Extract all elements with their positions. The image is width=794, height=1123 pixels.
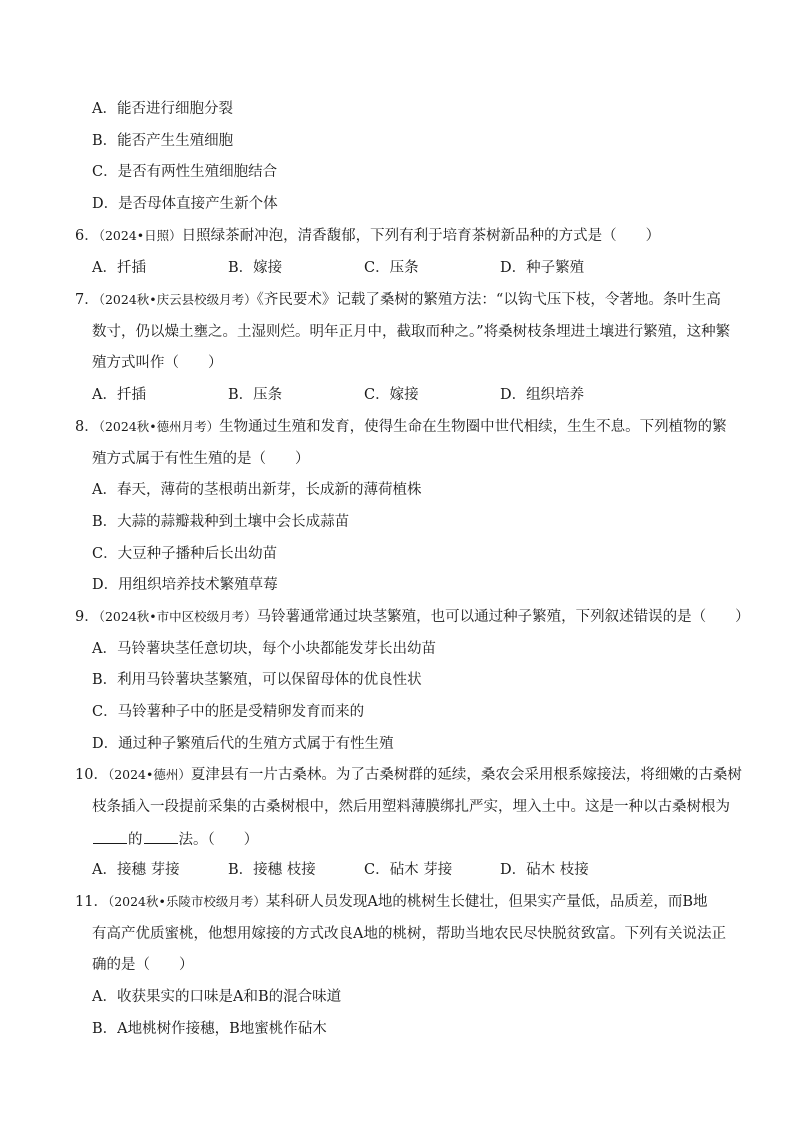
answer-blank: [93, 829, 127, 844]
q11-option-a: A．收获果实的口味是A和B的混合味道: [92, 989, 342, 1005]
question-source: （2024•日照）: [98, 228, 182, 243]
question-11: [75, 892, 708, 912]
question-stem-line: 某科研人员发现A地的桃树生长健壮，但果实产量低，品质差，而B地: [265, 894, 708, 910]
question-stem: 马铃薯通常通过块茎繁殖，也可以通过种子繁殖，下列叙述错误的是（ ）: [256, 609, 750, 625]
q6-option-c: C．压条: [364, 260, 419, 276]
q10-option-d: D．砧木 枝接: [500, 862, 589, 878]
question-number: 7．: [75, 292, 99, 308]
q6-option-a: A．扦插: [92, 260, 146, 276]
q8-option-b: B．大蒜的蒜瓣栽种到土壤中会长成蒜苗: [92, 514, 350, 530]
q11-stem-line-3: 确的是（ ）: [92, 957, 194, 973]
q5-option-a: A．能否进行细胞分裂: [92, 101, 233, 117]
q7-option-a: A．扦插: [92, 387, 146, 403]
question-8: [75, 417, 727, 437]
question-6: [75, 226, 660, 246]
q5-option-d: D．是否母体直接产生新个体: [92, 196, 278, 212]
q9-option-b: B．利用马铃薯块茎繁殖，可以保留母体的优良性状: [92, 672, 422, 688]
q11-stem-line-2: 有高产优质蜜桃，他想用嫁接的方式改良A地的桃树，帮助当地农民尽快脱贫致富。下列有关说法正: [92, 926, 726, 942]
q11-option-b: B．A地桃树作接穗，B地蜜桃作砧木: [92, 1021, 327, 1037]
question-stem-line: 夏津县有一片古桑林。为了古桑树群的延续，桑农会采用根系嫁接法，将细嫩的古桑树: [190, 767, 742, 783]
q5-option-c: C．是否有两性生殖细胞结合: [92, 164, 278, 180]
q9-option-c: C．马铃薯种子中的胚是受精卵发育而来的: [92, 704, 365, 720]
question-10: [75, 765, 742, 785]
question-number: 8．: [75, 419, 99, 435]
q6-option-d: D．种子繁殖: [500, 260, 585, 276]
q10-option-b: B．接穗 枝接: [228, 862, 316, 878]
question-number: 10．: [75, 767, 108, 783]
q8-option-a: A．春天，薄荷的茎根萌出新芽，长成新的薄荷植株: [92, 482, 422, 498]
question-source: （2024秋•市中区校级月考）: [98, 609, 257, 624]
answer-blank: [144, 829, 178, 844]
question-number: 11．: [75, 894, 108, 910]
q10-stem-line-2: 枝条插入一段提前采集的古桑树根中，然后用塑料薄膜绑扎严实，埋入土中。这是一种以古桑树根为: [92, 799, 730, 815]
question-number: 9．: [75, 609, 99, 625]
stem-text: 法。（ ）: [178, 832, 259, 848]
question-number: 6．: [75, 228, 99, 244]
question-7: [75, 290, 721, 310]
q9-option-d: D．通过种子繁殖后代的生殖方式属于有性生殖: [92, 736, 394, 752]
stem-text: 的: [128, 832, 143, 848]
question-source: （2024秋•庆云县校级月考）: [98, 292, 257, 307]
question-source: （2024•德州）: [107, 767, 191, 782]
q7-stem-line-2: 数寸，仍以燥土壅之。土湿则烂。明年正月中，截取而种之。”将桑树枝条埋进土壤进行繁殖，这种繁: [92, 324, 731, 340]
q8-option-c: C．大豆种子播种后长出幼苗: [92, 546, 278, 562]
question-9: [75, 607, 750, 627]
q10-option-c: C．砧木 芽接: [364, 862, 453, 878]
question-source: （2024秋•德州月考）: [98, 419, 220, 434]
q6-option-b: B．嫁接: [228, 260, 283, 276]
q9-option-a: A．马铃薯块茎任意切块，每个小块都能发芽长出幼苗: [92, 641, 436, 657]
question-source: （2024秋•乐陵市校级月考）: [107, 894, 266, 909]
q10-option-a: A．接穗 芽接: [92, 862, 180, 878]
q7-option-c: C．嫁接: [364, 387, 419, 403]
q8-stem-line-2: 殖方式属于有性生殖的是（ ）: [92, 451, 310, 467]
question-stem: 日照绿茶耐冲泡，清香馥郁，下列有利于培育茶树新品种的方式是（ ）: [181, 228, 661, 244]
q7-stem-line-3: 殖方式叫作（ ）: [92, 355, 223, 371]
q7-option-b: B．压条: [228, 387, 283, 403]
question-stem-line: 《齐民要术》记载了桑树的繁殖方法：“以钩弋压下枝，令著地。条叶生高: [256, 292, 721, 308]
question-stem-line: 生物通过生殖和发育，使得生命在生物圈中世代相续，生生不息。下列植物的繁: [219, 419, 727, 435]
q10-stem-line-3: [92, 829, 258, 850]
q5-option-b: B．能否产生生殖细胞: [92, 133, 234, 149]
q7-option-d: D．组织培养: [500, 387, 585, 403]
q8-option-d: D．用组织培养技术繁殖草莓: [92, 577, 278, 593]
